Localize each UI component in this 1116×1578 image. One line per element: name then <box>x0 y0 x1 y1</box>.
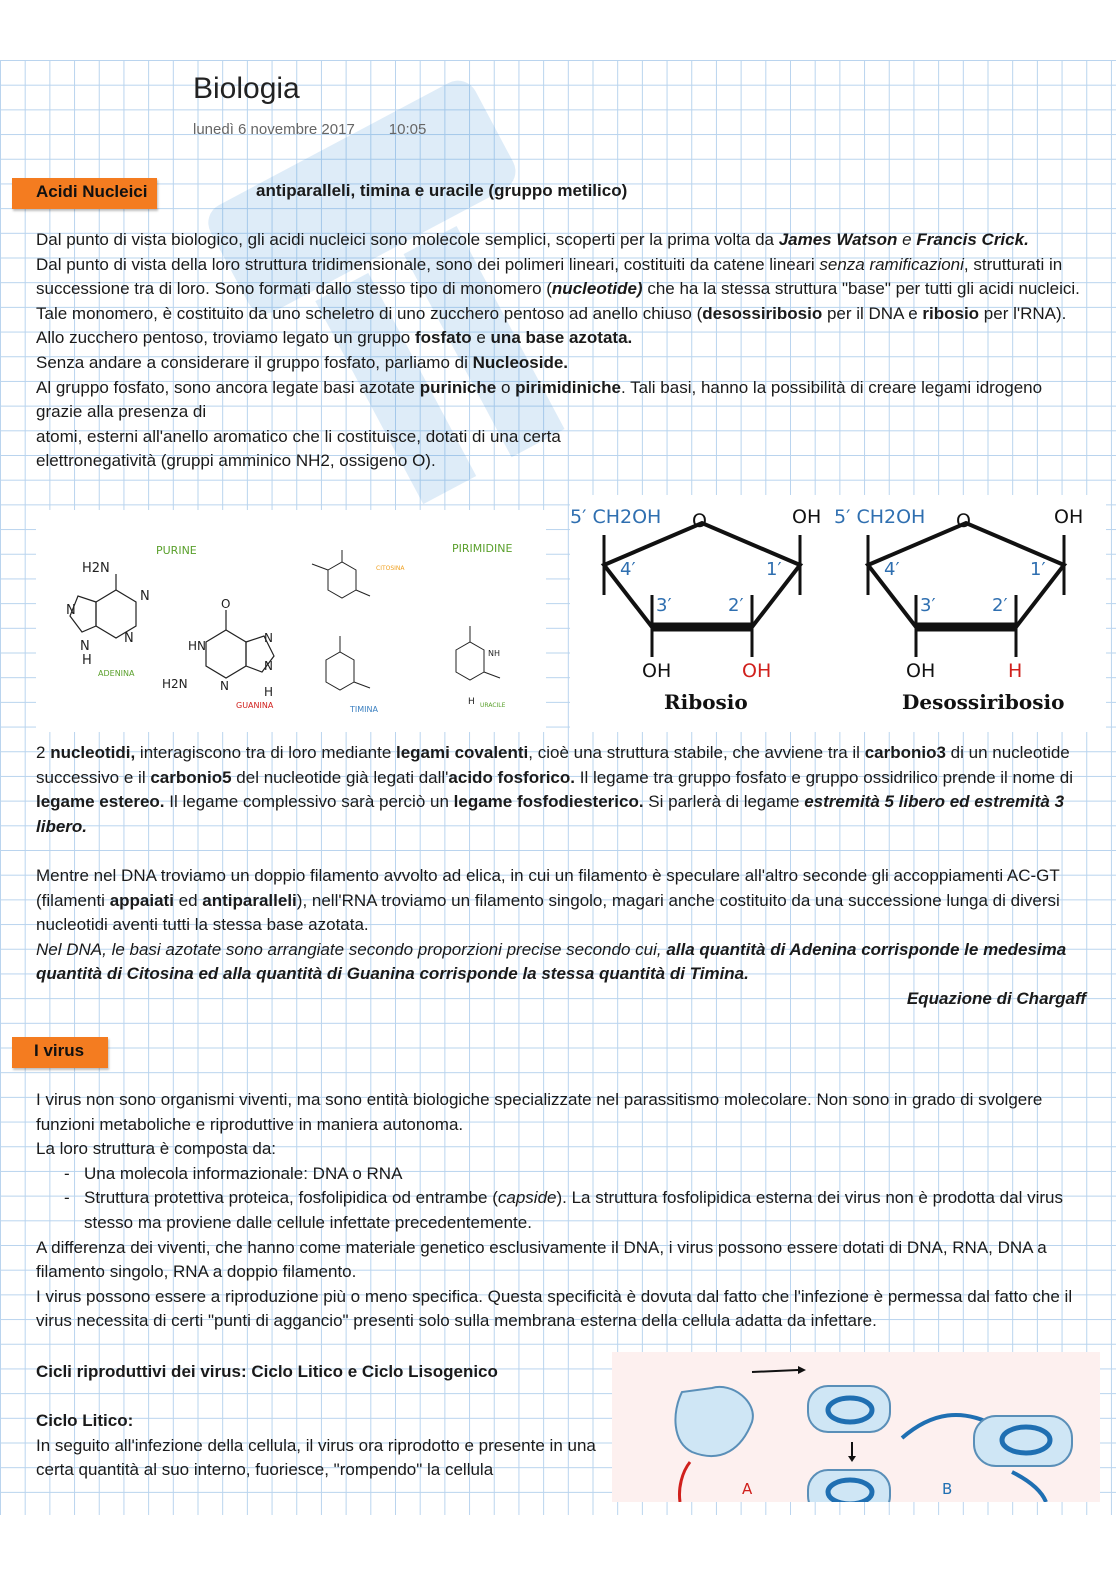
section-subtitle: antiparalleli, timina e uracile (gruppo metilico) <box>256 181 628 200</box>
paragraph: Dal punto di vista biologico, gli acidi nucleici sono molecole semplici, scoperti per la prima volta da James Watson e Francis Crick. <box>36 230 1029 249</box>
thymine-structure <box>326 636 370 690</box>
paragraph: Mentre nel DNA troviamo un doppio filamento avvolto ad elica, in cui un filamento è speculare all'altro seconde gli accoppiamenti AC-GT (filamenti appaiati ed antiparalleli), nell'RNA troviamo un filamento singolo, magari anche costituito da una successione lunga di diversi nucleotidi aventi tutti la stessa base azotata. <box>36 865 1060 935</box>
pentose-sugars-svg <box>570 495 1106 732</box>
svg-text:3′: 3′ <box>920 595 936 616</box>
svg-text:5′ CH2OH: 5′ CH2OH <box>570 506 662 528</box>
page-date: lunedì 6 novembre 2017 <box>193 121 355 138</box>
nitrogen-bases-svg <box>36 510 546 732</box>
svg-text:NH: NH <box>488 649 500 658</box>
svg-text:OH: OH <box>792 506 822 528</box>
viral-cycle-svg <box>612 1352 1100 1502</box>
paragraph: A differenza dei viventi, che hanno come materiale genetico esclusivamente il DNA, i virus possono essere dotati di DNA, RNA, DNA a filamento singolo, RNA a doppio filamento. <box>36 1237 1047 1282</box>
page-datetime <box>193 121 426 138</box>
svg-text:H: H <box>264 685 274 699</box>
svg-text:N: N <box>80 639 90 654</box>
cytosine-structure <box>312 550 370 598</box>
svg-text:H2N: H2N <box>162 677 188 691</box>
citosina-label: CITOSINA <box>376 565 405 572</box>
list-item: - Una molecola informazionale: DNA o RNA <box>84 1162 1086 1187</box>
section-tag-acidi-nucleici: Acidi Nucleici <box>12 178 157 209</box>
svg-text:HN: HN <box>188 639 206 653</box>
svg-text:OH: OH <box>742 660 772 682</box>
purine-label: PURINE <box>156 544 197 557</box>
cycles-heading: Cicli riproduttivi dei virus: Ciclo Litico e Ciclo Lisogenico <box>36 1362 498 1381</box>
paragraph: 2 nucleotidi, interagiscono tra di loro mediante legami covalenti, cioè una struttura stabile, che avviene tra il carbonio3 di un nucleotide successivo e il carbonio5 del nucleotide già legati dall'acido fosforico. Il legame tra gruppo fosfato e gruppo ossidrilico prende il nome di legame estereo. Il legame complessivo sarà perciò un legame fosfodiesterico. Si parlerà di legame estremità 5 libero ed estremità 3 libero. <box>36 743 1074 836</box>
section1b-text <box>36 741 1086 1012</box>
svg-text:N: N <box>66 603 76 618</box>
paragraph: elettronegatività (gruppi amminico NH2, ossigeno O). <box>36 451 436 471</box>
section1-text <box>36 228 1086 474</box>
structure-list <box>36 1162 1086 1236</box>
svg-text:4′: 4′ <box>620 559 636 580</box>
spacer <box>36 1385 606 1410</box>
svg-text:H: H <box>82 653 92 668</box>
paragraph: Al gruppo fosfato, sono ancora legate basi azotate puriniche o pirimidiniche. Tali basi, hanno la possibilità di creare legami idrogeno grazie alla presenza di <box>36 377 1043 422</box>
svg-text:N: N <box>124 631 134 646</box>
litico-heading: Ciclo Litico: <box>36 1411 134 1431</box>
viral-cycle-figure <box>612 1352 1100 1502</box>
svg-text:1′: 1′ <box>766 559 782 580</box>
svg-text:1′: 1′ <box>1030 559 1046 580</box>
adenine-structure <box>70 574 136 638</box>
svg-text:5′ CH2OH: 5′ CH2OH <box>834 506 926 528</box>
svg-text:4′: 4′ <box>884 559 900 580</box>
svg-text:OH: OH <box>906 660 936 682</box>
svg-text:O: O <box>221 597 231 611</box>
paragraph: Senza andare a considerare il gruppo fosfato, parliamo di Nucleoside. <box>36 352 569 372</box>
svg-text:H2N: H2N <box>82 561 110 576</box>
svg-text:2′: 2′ <box>992 595 1008 616</box>
section2-text <box>36 1088 1086 1334</box>
chargaff-caption: Equazione di Chargaff <box>906 988 1086 1008</box>
nitrogen-bases-figure <box>36 510 546 732</box>
page-time: 10:05 <box>388 121 427 138</box>
svg-text:N: N <box>264 631 273 645</box>
cycles-text <box>36 1360 606 1483</box>
paragraph: I virus non sono organismi viventi, ma sono entità biologiche specializzate nel parassitismo molecolare. Non sono in grado di svolgere funzioni metaboliche e riproduttive in maniera autonoma. <box>36 1090 1043 1134</box>
svg-text:O: O <box>692 510 707 532</box>
svg-text:N: N <box>220 679 229 693</box>
paragraph: Nel DNA, le basi azotate sono arrangiate secondo proporzioni precise secondo cui, alla quantità di Adenina corrisponde le medesima quantità di Citosina ed alla quantità di Guanina corrisponde la stessa quantità di Timina. <box>36 939 1067 984</box>
adenina-label: ADENINA <box>98 669 135 678</box>
svg-text:2′: 2′ <box>728 595 744 616</box>
uracile-label: URACILE <box>480 702 506 709</box>
timina-label: TIMINA <box>350 705 378 714</box>
desossiribosio-label: Desossiribosio <box>902 690 1065 714</box>
paragraph: I virus possono essere a riproduzione più o meno specifica. Questa specificità è dovuta dal fatto che l'infezione è permessa dal fatto che il virus necessita di certi "punti di aggancio" presenti solo sulla membrana esterna della cellula adatta da infettare. <box>36 1286 1073 1331</box>
ribose-structure <box>604 523 800 657</box>
svg-text:H: H <box>1008 660 1023 682</box>
page-title: Biologia <box>193 72 300 105</box>
paragraph: atomi, esterni all'anello aromatico che li costituisce, dotati di una certa <box>36 426 561 446</box>
spacer <box>36 839 1086 864</box>
paragraph: In seguito all'infezione della cellula, il virus ora riprodotto e presente in una certa quantità al suo interno, fuoriesce, "rompendo" la cellula <box>36 1435 596 1480</box>
svg-text:N: N <box>264 659 273 673</box>
ribosio-label: Ribosio <box>664 690 748 714</box>
guanina-label: GUANINA <box>236 701 274 710</box>
pentose-sugars-figure <box>570 495 1106 732</box>
cycle-label-a: A <box>742 1480 753 1498</box>
svg-text:N: N <box>140 589 150 604</box>
list-item: - Struttura protettiva proteica, fosfolipidica od entrambe (capside). La struttura fosfolipidica esterna dei virus non è prodotta dal virus stesso ma proviene dalle cellule infettate precedentemente. <box>84 1186 1086 1235</box>
svg-text:3′: 3′ <box>656 595 672 616</box>
cycle-label-b: B <box>942 1480 953 1498</box>
paragraph: Dal punto di vista della loro struttura tridimensionale, sono dei polimeri lineari, costituiti da catene lineari senza ramificazioni, strutturati in successione tra di loro. Sono formati dallo stesso tipo di monomero (nucleotide) che ha la stessa struttura "base" per tutti gli acidi nucleici. Tale monomero, è costituito da uno scheletro di uno zucchero pentoso ad anello chiuso (desossiribosio per il DNA e ribosio per l'RNA). Allo zucchero pentoso, troviamo legato un gruppo fosfato e una base azotata. <box>36 254 1080 348</box>
svg-text:O: O <box>956 510 971 532</box>
svg-text:H: H <box>468 697 475 707</box>
svg-text:OH: OH <box>642 660 672 682</box>
svg-text:OH: OH <box>1054 506 1084 528</box>
paragraph: La loro struttura è composta da: <box>36 1139 277 1159</box>
section-tag-virus: I virus <box>12 1037 108 1068</box>
pirimidine-label: PIRIMIDINE <box>452 542 513 555</box>
deoxyribose-structure <box>868 523 1064 657</box>
